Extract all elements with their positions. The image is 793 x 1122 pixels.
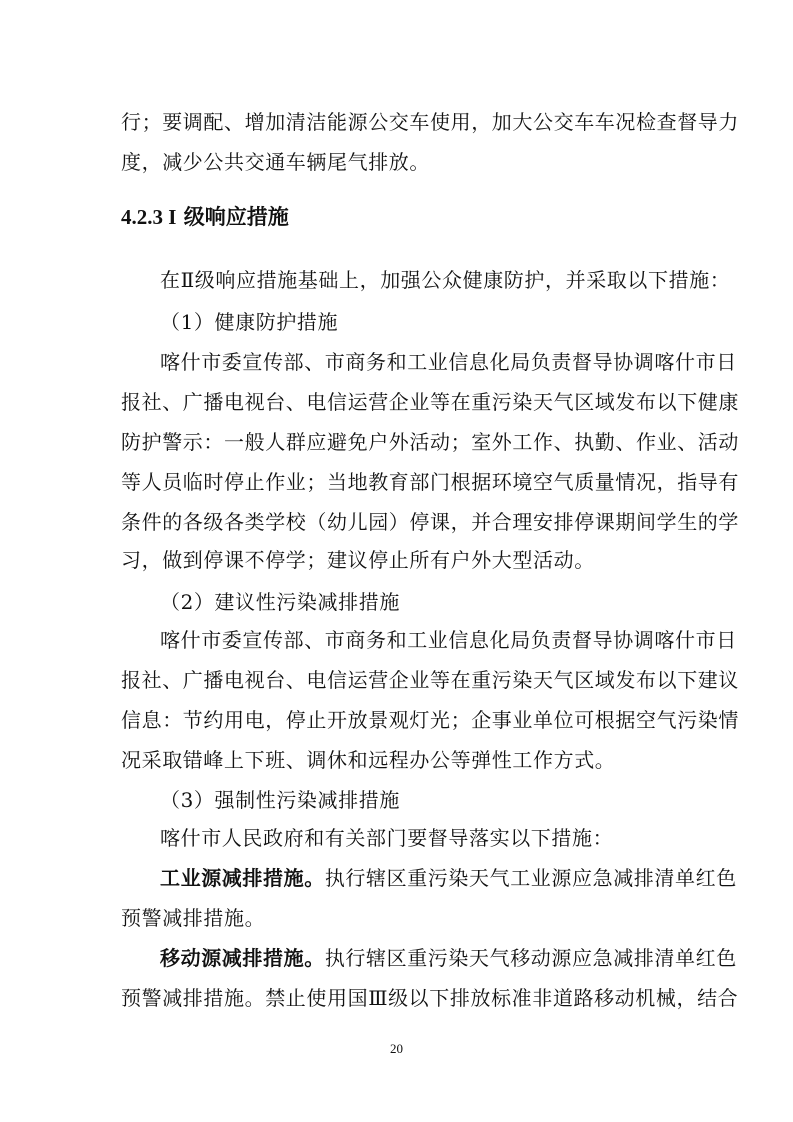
section-heading xyxy=(121,204,289,230)
body-text-line: 信息：节约用电，停止开放景观灯光；企事业单位可根据空气污染情 xyxy=(121,708,739,732)
subheading-health: （1）健康防护措施 xyxy=(160,310,339,334)
mobile-measures-label: 移动源减排措施。 xyxy=(160,946,325,970)
mobile-measures-line xyxy=(160,946,737,970)
body-text-line: 防护警示：一般人群应避免户外活动；室外工作、执勤、作业、活动 xyxy=(121,430,739,454)
body-text-line: 报社、广播电视台、电信运营企业等在重污染天气区域发布以下建议 xyxy=(121,668,739,692)
body-text-line: 习，做到停课不停学；建议停止所有户外大型活动。 xyxy=(121,548,595,572)
body-text-line: 等人员临时停止作业；当地教育部门根据环境空气质量情况，指导有 xyxy=(121,470,739,494)
section-number: 4.2.3 I xyxy=(121,205,177,229)
section-title: 级响应措施 xyxy=(183,204,289,229)
body-text-line: 条件的各级各类学校（幼儿园）停课，并合理安排停课期间学生的学 xyxy=(121,510,739,534)
body-text-line: 报社、广播电视台、电信运营企业等在重污染天气区域发布以下健康 xyxy=(121,390,739,414)
body-text-line: 喀什市委宣传部、市商务和工业信息化局负责督导协调喀什市日 xyxy=(160,350,737,374)
body-text-line: 况采取错峰上下班、调休和远程办公等弹性工作方式。 xyxy=(121,748,616,772)
body-text-line: 度，减少公共交通车辆尾气排放。 xyxy=(121,150,430,174)
body-text-line: 预警减排措施。禁止使用国Ⅲ级以下排放标准非道路移动机械，结合 xyxy=(121,986,739,1010)
body-text-line: 行；要调配、增加清洁能源公交车使用，加大公交车车况检查督导力 xyxy=(121,110,739,134)
industrial-measures-line xyxy=(160,866,737,890)
subheading-advisory: （2）建议性污染减排措施 xyxy=(160,590,400,614)
page-number: 20 xyxy=(390,1041,403,1056)
industrial-measures-text: 执行辖区重污染天气工业源应急减排清单红色 xyxy=(324,866,737,890)
industrial-measures-label: 工业源减排措施。 xyxy=(160,866,325,890)
subheading-mandatory: （3）强制性污染减排措施 xyxy=(160,788,400,812)
body-text-line: 预警减排措施。 xyxy=(121,906,266,930)
body-text-line: 喀什市委宣传部、市商务和工业信息化局负责督导协调喀什市日 xyxy=(160,628,737,652)
mandatory-intro: 喀什市人民政府和有关部门要督导落实以下措施： xyxy=(160,826,614,850)
mobile-measures-text: 执行辖区重污染天气移动源应急减排清单红色 xyxy=(324,946,737,970)
intro-paragraph: 在Ⅱ级响应措施基础上，加强公众健康防护，并采取以下措施： xyxy=(160,268,731,292)
